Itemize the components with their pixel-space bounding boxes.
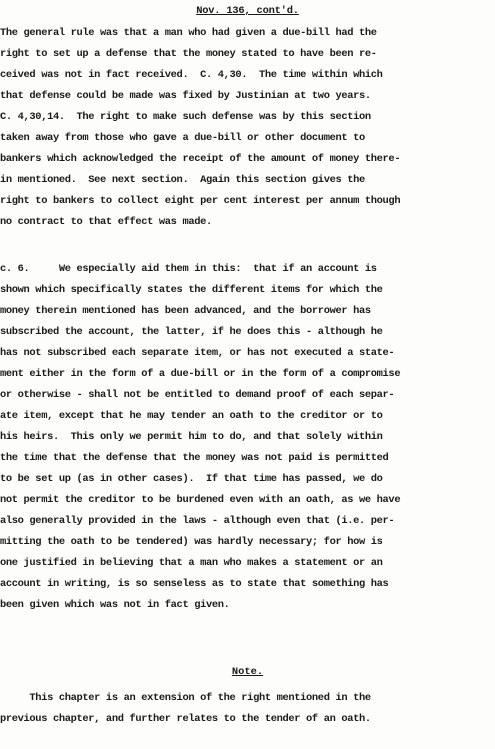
text-line: in mentioned. See next section. Again this section gives the [0, 174, 365, 186]
text-line: also generally provided in the laws - although even that (i.e. per- [0, 515, 395, 527]
text-line: one justified in believing that a man who makes a statement or an [0, 557, 383, 569]
text-line: right to set up a defense that the money stated to have been re- [0, 48, 377, 60]
text-line: bankers which acknowledged the receipt of the amount of money there- [0, 153, 401, 165]
text-line: mitting the oath to be tendered) was hardly necessary; for how is [0, 536, 383, 548]
text-line: no contract to that effect was made. [0, 216, 212, 228]
text-line: or otherwise - shall not be entitled to demand proof of each separ- [0, 389, 395, 401]
text-line: c. 6. We especially aid them in this: that if an account is [0, 263, 377, 275]
text-line: C. 4,30,14. The right to make such defense was by this section [0, 111, 371, 123]
page-title: Nov. 136, cont'd. [196, 5, 299, 17]
text-line: right to bankers to collect eight per cent interest per annum though [0, 195, 401, 207]
text-line: shown which specifically states the different items for which the [0, 284, 383, 296]
text-line: ate item, except that he may tender an oath to the creditor or to [0, 410, 383, 422]
text-line: not permit the creditor to be burdened even with an oath, as we have [0, 494, 401, 506]
text-line: his heirs. This only we permit him to do, and that solely within [0, 431, 383, 443]
text-line: previous chapter, and further relates to the tender of an oath. [0, 713, 371, 725]
text-line: that defense could be made was fixed by Justinian at two years. [0, 90, 371, 102]
text-line: ment either in the form of a due-bill or in the form of a compromise [0, 368, 401, 380]
note-heading: Note. [231, 666, 264, 678]
text-line: money therein mentioned has been advanced, and the borrower has [0, 305, 371, 317]
text-line: been given which was not in fact given. [0, 599, 230, 611]
text-line: to be set up (as in other cases). If that time has passed, we do [0, 473, 383, 485]
text-line: taken away from those who gave a due-bill or other document to [0, 132, 365, 144]
text-line: This chapter is an extension of the right mentioned in the [0, 692, 371, 704]
text-line: subscribed the account, the latter, if he does this - although he [0, 326, 383, 338]
text-line: account in writing, is so senseless as to state that something has [0, 578, 389, 590]
text-line: ceived was not in fact received. C. 4,30. The time within which [0, 69, 383, 81]
text-line: has not subscribed each separate item, or has not executed a state- [0, 347, 395, 359]
text-line: The general rule was that a man who had given a due-bill had the [0, 27, 377, 39]
text-line: the time that the defense that the money was not paid is permitted [0, 452, 389, 464]
